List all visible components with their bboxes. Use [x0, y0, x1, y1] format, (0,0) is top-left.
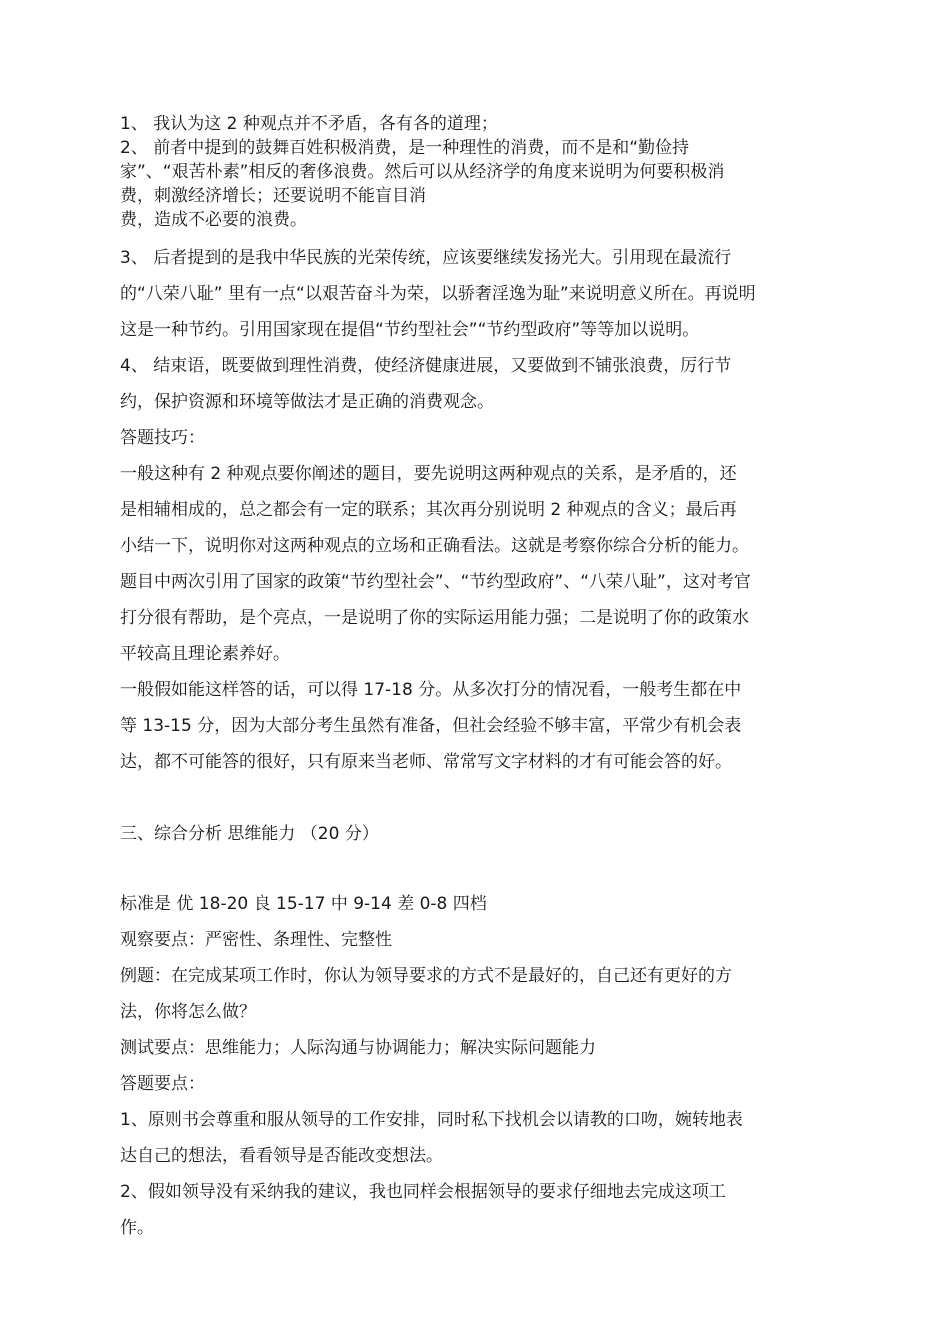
- point-3-line-3: 这是一种节约。引用国家现在提倡“节约型社会”“节约型政府”等等加以说明。: [120, 320, 700, 340]
- answer-1-line-2: 达自己的想法，看看领导是否能改变想法。: [120, 1146, 443, 1166]
- point-2-line-3: 费，刺激经济增长；还要说明不能盲目消: [120, 186, 426, 206]
- tips-line-4: 题目中两次引用了国家的政策“节约型社会”、“节约型政府”、“八荣八耻”，这对考官: [120, 572, 751, 592]
- point-2-line-4: 费，造成不必要的浪费。: [120, 210, 307, 230]
- document-page: [120, 112, 832, 1246]
- example-line-2: 法，你将怎么做？: [120, 1002, 256, 1022]
- scoring-standard: 标准是 优 18-20 良 15-17 中 9-14 差 0-8 四档: [120, 894, 487, 914]
- points-1-2: [120, 112, 832, 232]
- point-3-line-2: 的“八荣八耻” 里有一点“以艰苦奋斗为荣，以骄奢淫逸为耻”来说明意义所在。再说明: [120, 284, 756, 304]
- test-points: 测试要点：思维能力；人际沟通与协调能力；解决实际问题能力: [120, 1038, 596, 1058]
- point-1: 1、 我认为这 2 种观点并不矛盾，各有各的道理；: [120, 114, 498, 134]
- tips-line-6: 平较高且理论素养好。: [120, 644, 290, 664]
- point-4-line-1: 4、 结束语，既要做到理性消费，使经济健康进展，又要做到不铺张浪费，厉行节: [120, 356, 732, 376]
- tips-line-1: 一般这种有 2 种观点要你阐述的题目，要先说明这两种观点的关系，是矛盾的，还: [120, 464, 737, 484]
- answer-2-line-2: 作。: [120, 1218, 154, 1238]
- observation-points: 观察要点：严密性、条理性、完整性: [120, 930, 392, 950]
- answer-1-line-1: 1、原则书会尊重和服从领导的工作安排，同时私下找机会以请教的口吻，婉转地表: [120, 1110, 743, 1130]
- section-heading: 三、综合分析 思维能力 （20 分）: [120, 824, 379, 844]
- point-3-line-1: 3、 后者提到的是我中华民族的光荣传统，应该要继续发扬光大。引用现在最流行: [120, 248, 732, 268]
- spacer: [120, 852, 832, 886]
- score-line-2: 等 13-15 分，因为大部分考生虽然有准备，但社会经验不够丰富，平常少有机会表: [120, 716, 742, 736]
- point-4-line-2: 约，保护资源和环境等做法才是正确的消费观念。: [120, 392, 494, 412]
- point-2-line-1: 2、 前者中提到的鼓舞百姓积极消费，是一种理性的消费，而不是和“勤俭持: [120, 138, 690, 158]
- answer-title: 答题要点：: [120, 1074, 205, 1094]
- example-line-1: 例题：在完成某项工作时，你认为领导要求的方式不是最好的，自己还有更好的方: [120, 966, 732, 986]
- tips-title: 答题技巧：: [120, 428, 205, 448]
- tips-line-2: 是相辅相成的，总之都会有一定的联系；其次再分别说明 2 种观点的含义；最后再: [120, 500, 737, 520]
- tips-line-3: 小结一下，说明你对这两种观点的立场和正确看法。这就是考察你综合分析的能力。: [120, 536, 749, 556]
- point-2-line-2: 家”、“艰苦朴素”相反的奢侈浪费。然后可以从经济学的角度来说明为何要积极消: [120, 162, 725, 182]
- score-line-1: 一般假如能这样答的话，可以得 17-18 分。从多次打分的情况看，一般考生都在中: [120, 680, 742, 700]
- tips-line-5: 打分很有帮助，是个亮点，一是说明了你的实际运用能力强；二是说明了你的政策水: [120, 608, 749, 628]
- score-line-3: 达，都不可能答的很好，只有原来当老师、常常写文字材料的才有可能会答的好。: [120, 752, 732, 772]
- answer-2-line-1: 2、假如领导没有采纳我的建议，我也同样会根据领导的要求仔细地去完成这项工: [120, 1182, 726, 1202]
